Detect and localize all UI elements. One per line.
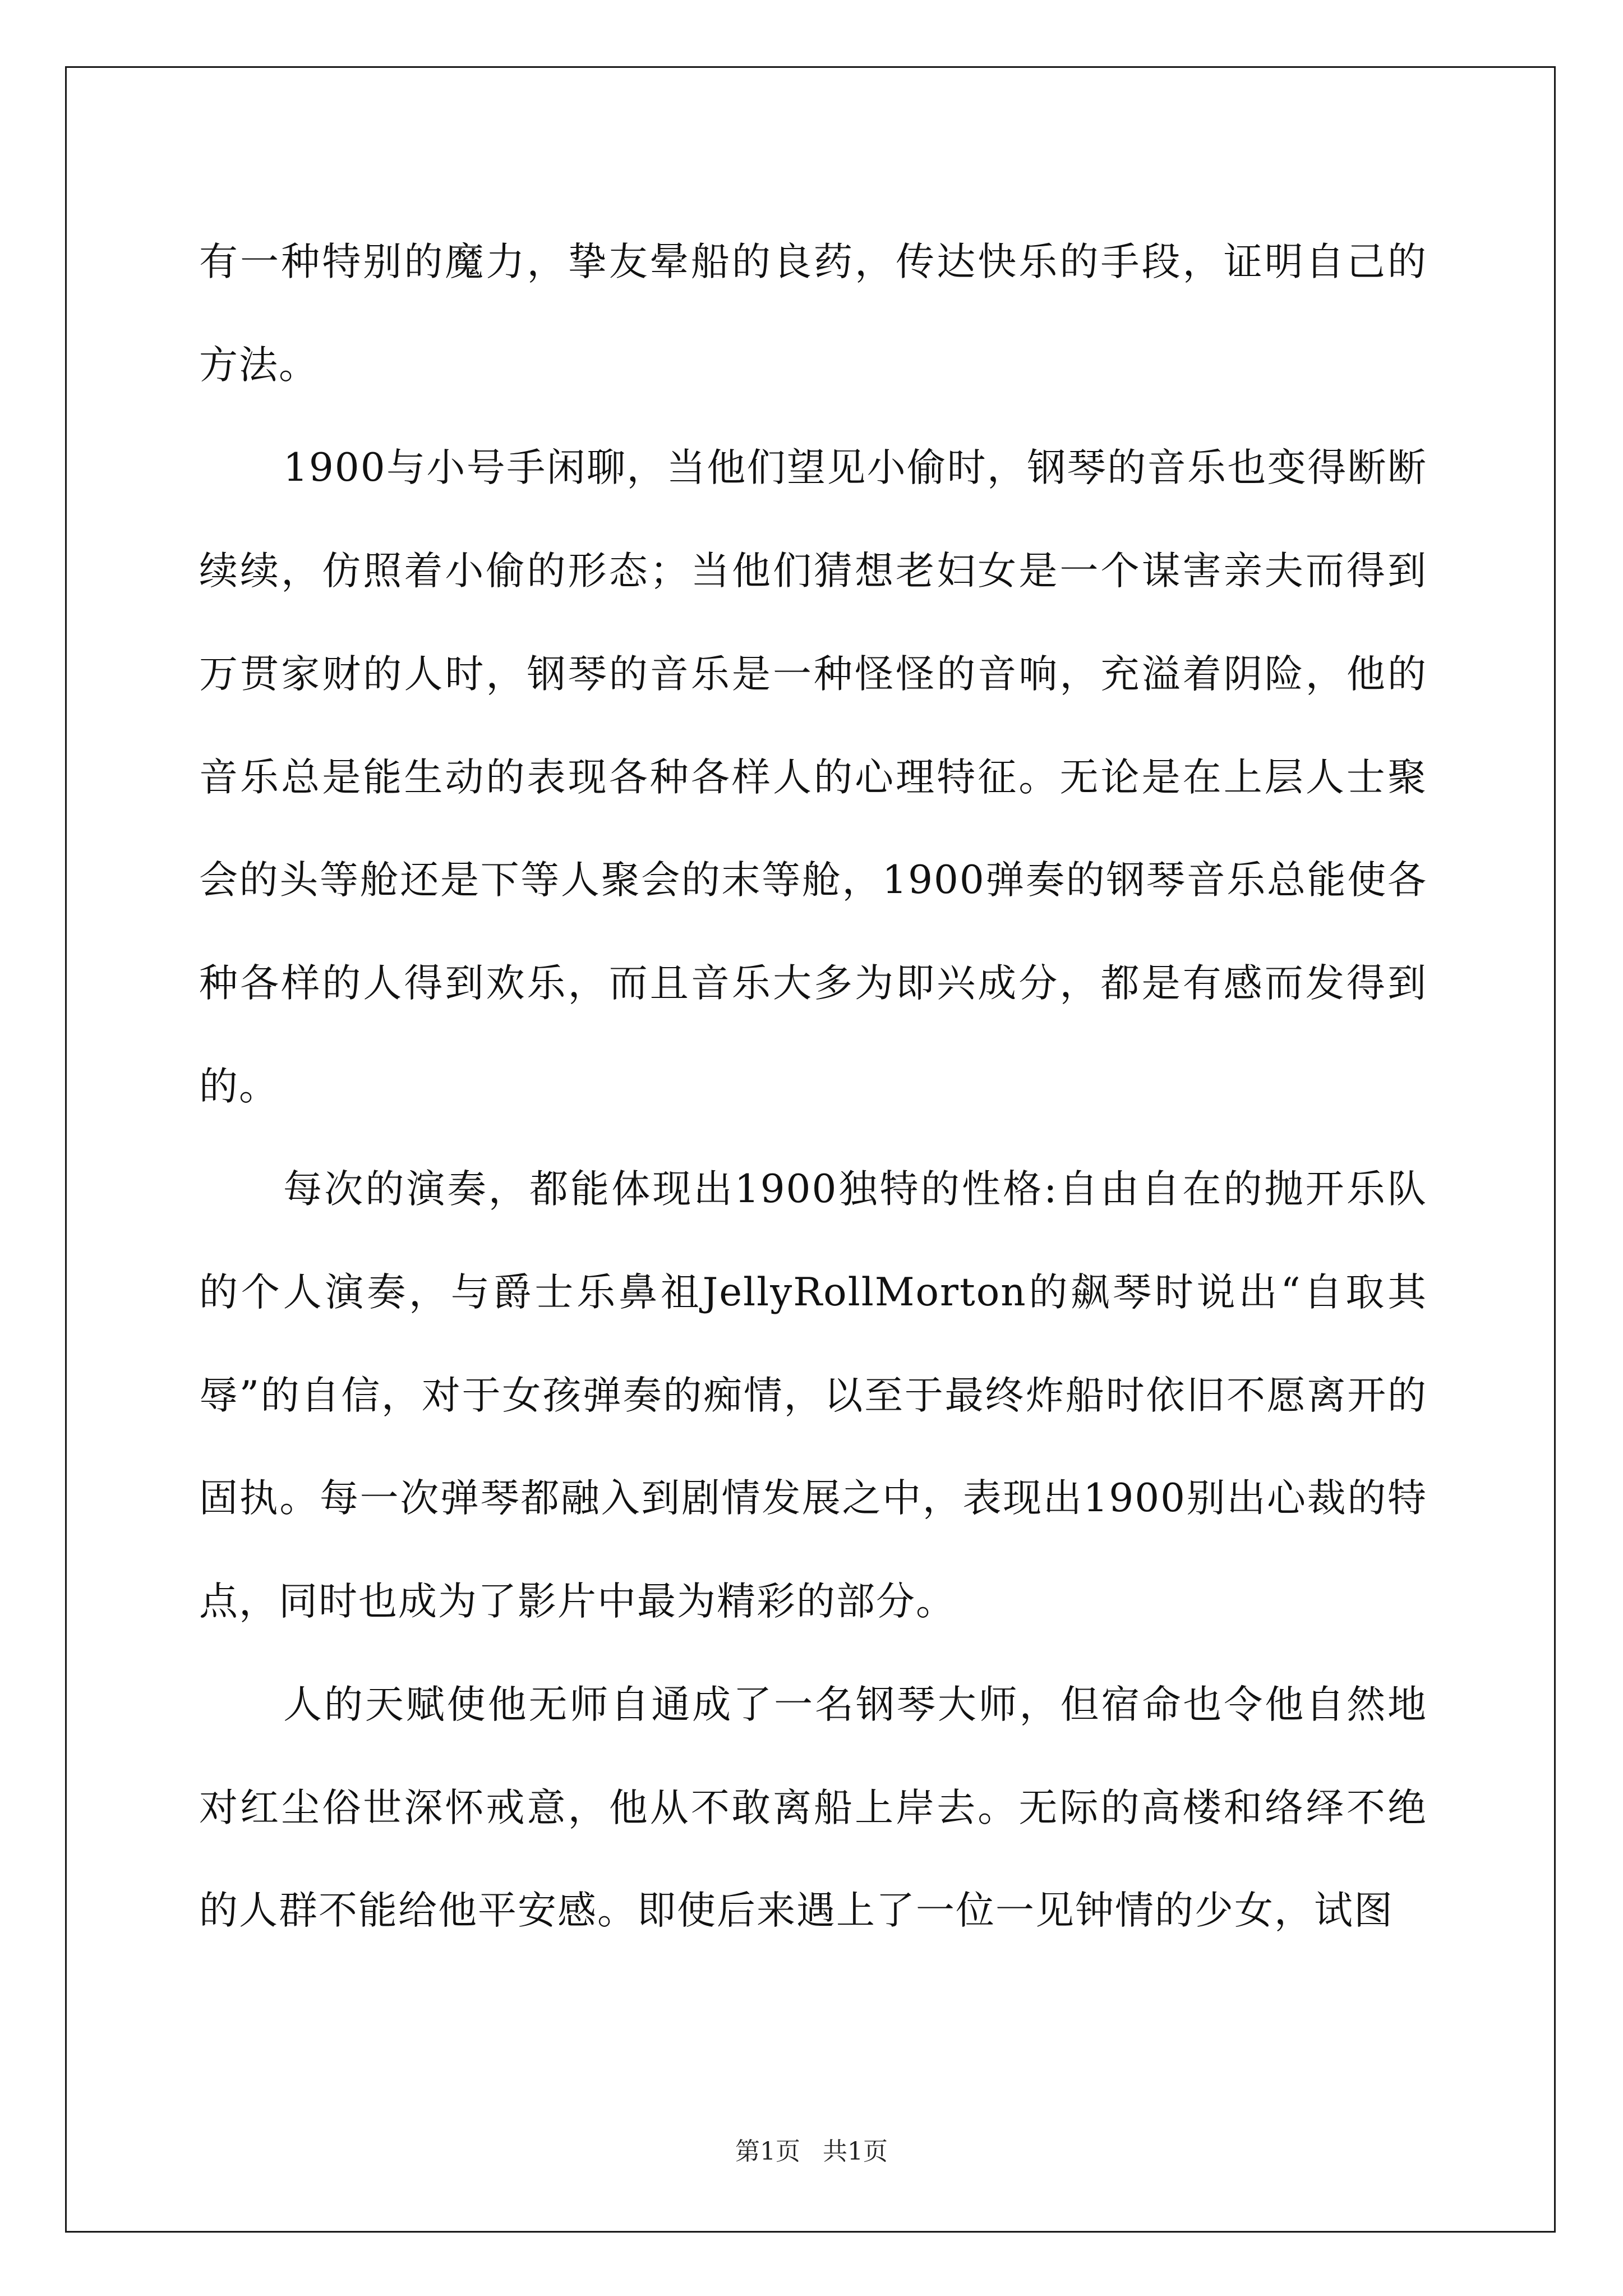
page-footer	[0, 2135, 1623, 2169]
paragraph-3: 每次的演奏，都能体现出1900独特的性格:自由自在的抛开乐队的个人演奏，与爵士乐鼻祖JellyRollMorton的飙琴时说出“自取其辱”的自信，对于女孩弹奏的痴情，以至于最终炸船时依旧不愿离开的固执。每一次弹琴都融入到剧情发展之中，表现出1900别出心裁的特点，同时也成为了影片中最为精彩的部分。	[199, 1167, 1427, 1625]
paragraph-4: 人的天赋使他无师自通成了一名钢琴大师，但宿命也令他自然地对红尘俗世深怀戒意，他从不敢离船上岸去。无际的高楼和络绎不绝的人群不能给他平安感。即使后来遇上了一位一见钟情的少女，试图	[199, 1682, 1427, 1934]
page-number: 第1页	[735, 2137, 800, 2166]
document-body	[199, 211, 1427, 1963]
paragraph-2: 1900与小号手闲聊，当他们望见小偷时，钢琴的音乐也变得断断续续，仿照着小偷的形态；当他们猜想老妇女是一个谋害亲夫而得到万贯家财的人时，钢琴的音乐是一种怪怪的音响，充溢着阴险，他的音乐总是能生动的表现各种各样人的心理特征。无论是在上层人士聚会的头等舱还是下等人聚会的末等舱，1900弹奏的钢琴音乐总能使各种各样的人得到欢乐，而且音乐大多为即兴成分，都是有感而发得到的。	[199, 445, 1427, 1109]
paragraph-1: 有一种特别的魔力，挚友晕船的良药，传达快乐的手段，证明自己的方法。	[199, 240, 1427, 388]
page-total: 共1页	[823, 2137, 888, 2166]
